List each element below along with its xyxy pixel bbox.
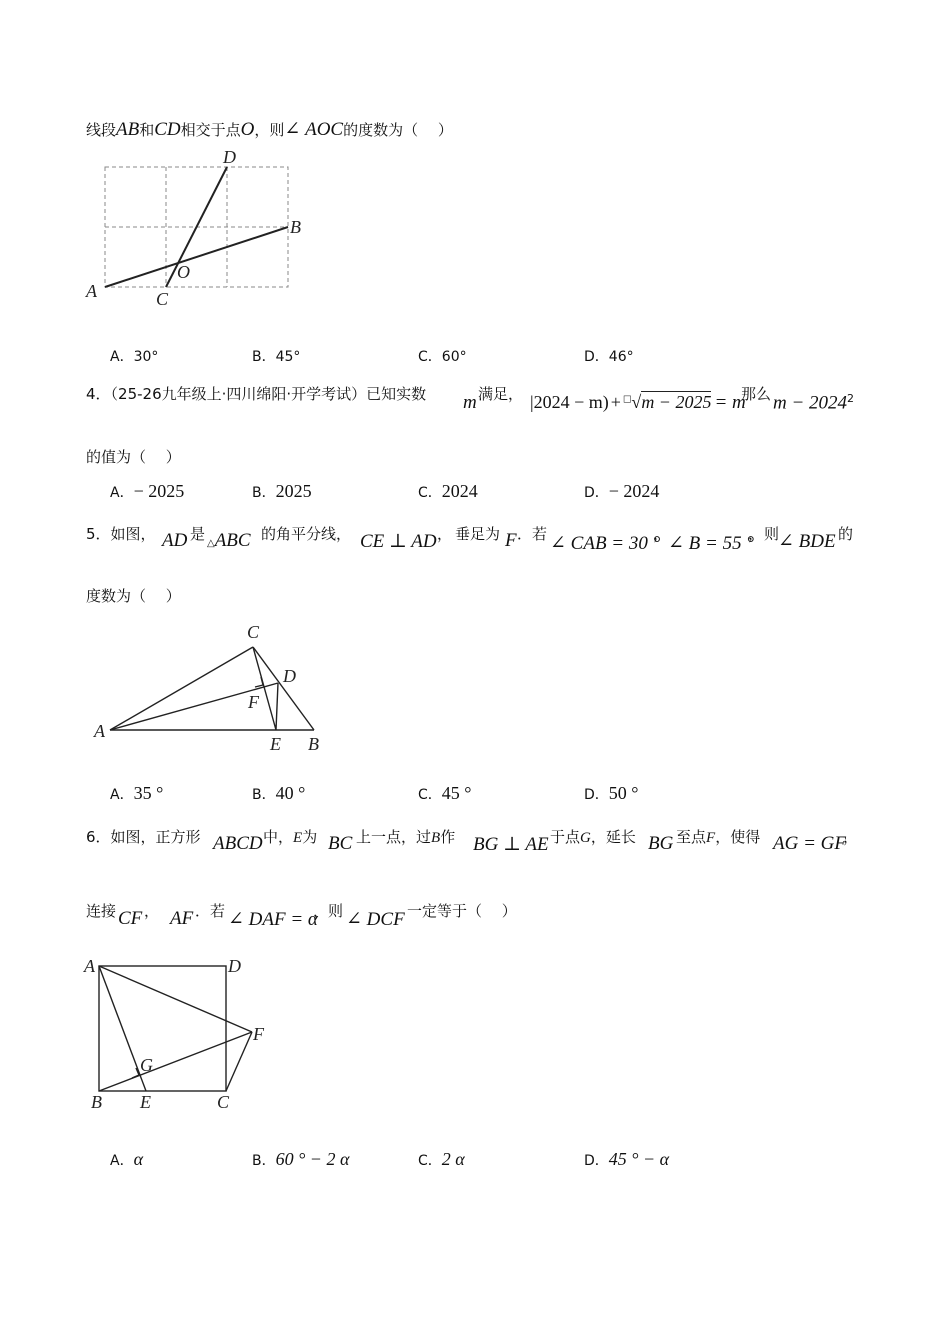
q5-comma2: ， (653, 525, 669, 543)
q5-perp: CE ⊥ AD (360, 531, 437, 552)
q6-af: AF (170, 908, 194, 929)
q4-stem: 4．（25-26九年级上·四川绵阳·开学考试）已知实数 (86, 385, 427, 403)
q3-figure (80, 145, 320, 315)
q5-comma1: ， (437, 525, 453, 543)
q5-bisector: 的角平分线， (261, 525, 352, 543)
q5-number: 5．如图， (86, 525, 156, 543)
q3-option-d[interactable]: D．46° (584, 349, 634, 365)
q6-l2d: ，则 (313, 902, 344, 920)
q4-line2: 的值为（ ） (86, 448, 181, 466)
q6-label-a: A (84, 956, 95, 976)
q5-then: 则 (764, 525, 780, 543)
q5-f: F (505, 530, 517, 551)
q3-option-b[interactable]: B．45° (252, 349, 301, 365)
q6-t1: 中，E为 (263, 828, 318, 846)
q6-bg: BG (648, 833, 674, 854)
q3-label-d: D (223, 147, 236, 167)
q5-label-d: D (283, 666, 296, 686)
q3-stem: 线段AB和CD相交于点O，则∠ AOC的度数为（ ） (86, 119, 453, 140)
q5-of: 的 (838, 525, 854, 543)
q3-label-b: B (290, 217, 301, 237)
q5-label-a: A (94, 721, 105, 741)
q5-angle-b: ∠ B = 55 ° (668, 533, 754, 554)
q5-angle-bde: ∠ BDE (778, 531, 836, 552)
q6-angle-daf: ∠ DAF = α (228, 909, 318, 930)
q6-label-c: C (217, 1092, 230, 1112)
q5-triangle: △ABC (207, 530, 251, 551)
q5-line2: 度数为（ ） (86, 587, 181, 605)
q5-label-c: C (247, 622, 260, 642)
q5-is: 是 (190, 525, 206, 543)
q5-ad: AD (162, 530, 188, 551)
q3-label-o: O (177, 262, 190, 282)
q4-option-c[interactable]: C．2024 (418, 481, 478, 501)
q4-option-b[interactable]: B．2025 (252, 481, 312, 501)
q5-angle-cab: ∠ CAB = 30 ° (550, 533, 661, 554)
q6-perp: BG ⊥ AE (473, 834, 549, 855)
q6-t9: ， (843, 828, 859, 846)
q6-number: 6．如图，正方形 (86, 828, 201, 846)
q4-then: 那么 (741, 385, 772, 403)
q5-option-b[interactable]: B．40 ° (252, 783, 306, 803)
q6-option-a[interactable]: A．α (110, 1149, 144, 1169)
q6-label-g: G (140, 1055, 153, 1075)
q5-option-c[interactable]: C．45 ° (418, 783, 472, 803)
q6-label-b: B (91, 1092, 102, 1112)
q5-label-e: E (270, 734, 281, 754)
q5-option-d[interactable]: D．50 ° (584, 783, 639, 803)
q3-option-c[interactable]: C．60° (418, 349, 467, 365)
q6-l2b: ， (144, 902, 160, 920)
q6-l2a: 连接 (86, 902, 117, 920)
q4-cond: 满足， (478, 385, 524, 403)
q6-angle-dcf: ∠ DCF (346, 909, 405, 930)
q6-cf: CF (118, 908, 143, 929)
q5-dot: ．若 (517, 525, 548, 543)
q4-option-d[interactable]: D．− 2024 (584, 481, 660, 501)
q3-option-a[interactable]: A．30° (110, 349, 159, 365)
q6-label-f: F (253, 1024, 264, 1044)
q6-l2e: 一定等于（ ） (407, 902, 517, 920)
q6-option-d[interactable]: D．45 ° − α (584, 1149, 670, 1169)
q6-t5: 于点G，延长 (550, 828, 636, 846)
q5-comma3: ， (748, 525, 764, 543)
q4-var-m: m (463, 392, 477, 413)
q5-foot: 垂足为 (455, 525, 501, 543)
q4-option-a[interactable]: A．− 2025 (110, 481, 185, 501)
q6-eq: AG = GF (773, 833, 846, 854)
q5-label-b: B (308, 734, 319, 754)
q3-label-a: A (86, 281, 97, 301)
q5-figure (90, 620, 330, 755)
q4-equation: |2024 − m) + □√m − 2025 = m (530, 392, 746, 413)
q6-option-c[interactable]: C．2 α (418, 1149, 465, 1169)
q6-figure (80, 950, 290, 1120)
q6-l2c: ．若 (195, 902, 226, 920)
q5-option-a[interactable]: A．35 ° (110, 783, 164, 803)
q6-bc: BC (328, 833, 353, 854)
q3-label-c: C (156, 289, 169, 309)
q4-expression: $m - 2024^2$ (773, 392, 855, 414)
q6-t3: 上一点，过B作 (356, 828, 456, 846)
q5-label-f: F (248, 692, 259, 712)
q6-abcd: ABCD (213, 833, 263, 854)
q6-label-d: D (228, 956, 241, 976)
q6-label-e: E (140, 1092, 151, 1112)
q6-option-b[interactable]: B．60 ° − 2 α (252, 1149, 350, 1169)
q6-t7: 至点F，使得 (676, 828, 761, 846)
